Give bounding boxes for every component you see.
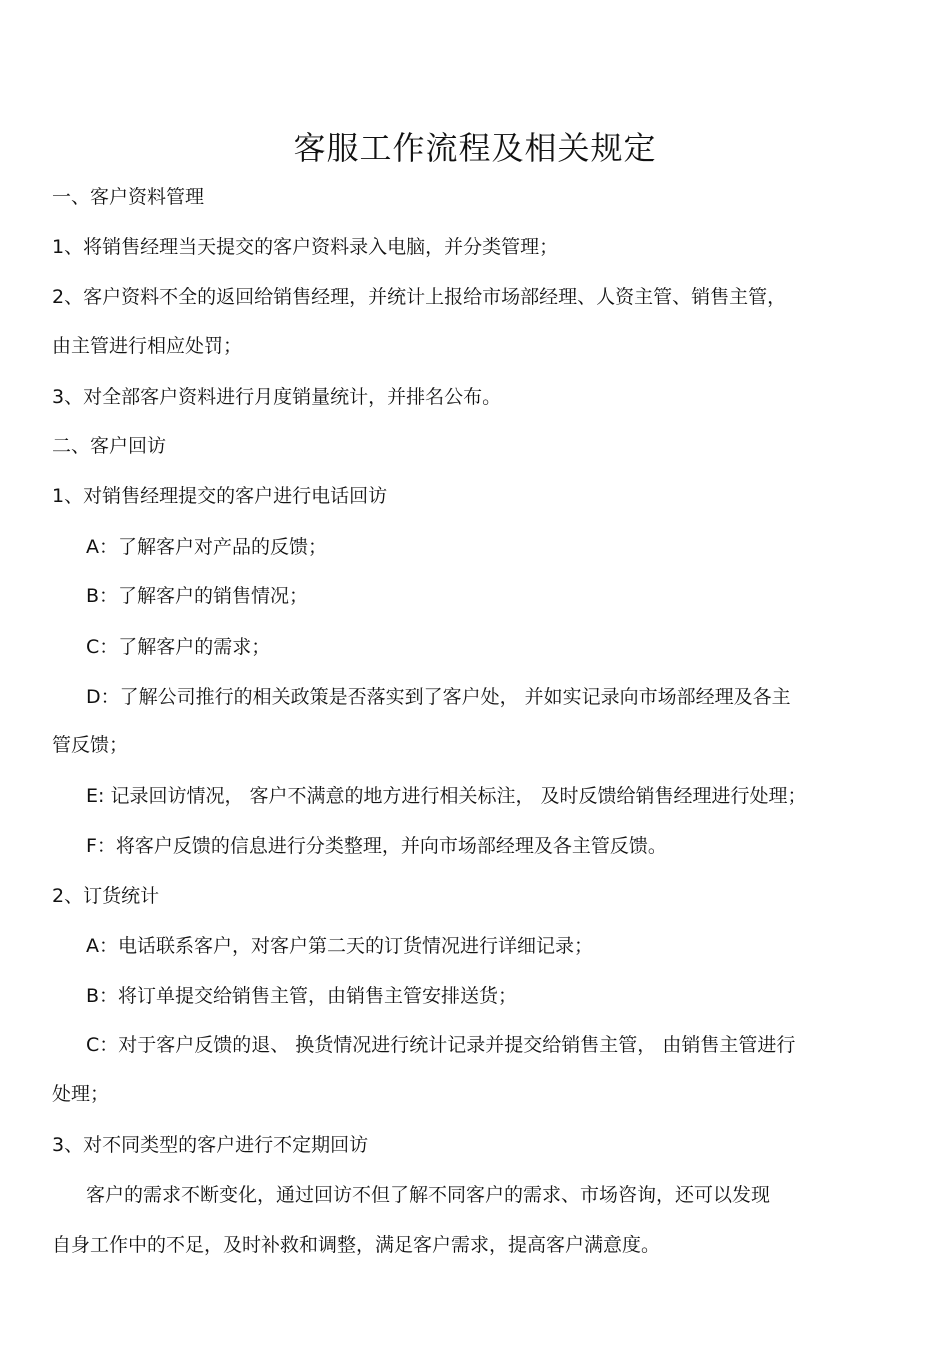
paragraph-line: 管反馈； [52,734,129,756]
section-heading-customer-visit: 二、客户回访 [52,435,167,457]
list-item: F：将客户反馈的信息进行分类整理，并向市场部经理及各主管反馈。 [86,835,667,857]
list-item: A：了解客户对产品的反馈； [86,536,327,558]
list-item: C：对于客户反馈的退、 换货情况进行统计记录并提交给销售主管， 由销售主管进行 [86,1034,796,1056]
paragraph-line: 处理； [52,1083,110,1105]
paragraph-line: 3、对全部客户资料进行月度销量统计，并排名公布。 [52,386,502,408]
list-item: B：将订单提交给销售主管，由销售主管安排送货； [86,985,518,1007]
paragraph-line: 3、对不同类型的客户进行不定期回访 [52,1134,369,1156]
paragraph-line: 2、客户资料不全的返回给销售经理，并统计上报给市场部经理、人资主管、销售主管， [52,286,787,308]
list-item: D：了解公司推行的相关政策是否落实到了客户处， 并如实记录向市场部经理及各主 [86,686,791,708]
paragraph-line: 2、订货统计 [52,885,160,907]
list-item: A：电话联系客户，对客户第二天的订货情况进行详细记录； [86,935,593,957]
paragraph-line: 客户的需求不断变化，通过回访不但了解不同客户的需求、市场咨询，还可以发现 [86,1184,771,1206]
paragraph-line: 自身工作中的不足，及时补救和调整，满足客户需求，提高客户满意度。 [52,1234,661,1256]
list-item: B：了解客户的销售情况； [86,585,309,607]
section-heading-customer-data: 一、客户资料管理 [52,186,205,208]
paragraph-line: 1、对销售经理提交的客户进行电话回访 [52,485,388,507]
paragraph-line: 由主管进行相应处罚； [52,335,243,357]
paragraph-line: 1、将销售经理当天提交的客户资料录入电脑，并分类管理； [52,236,559,258]
document-title: 客服工作流程及相关规定 [293,129,657,167]
list-item: E: 记录回访情况， 客户不满意的地方进行相关标注， 及时反馈给销售经理进行处理； [86,785,807,807]
list-item: C：了解客户的需求； [86,636,271,658]
